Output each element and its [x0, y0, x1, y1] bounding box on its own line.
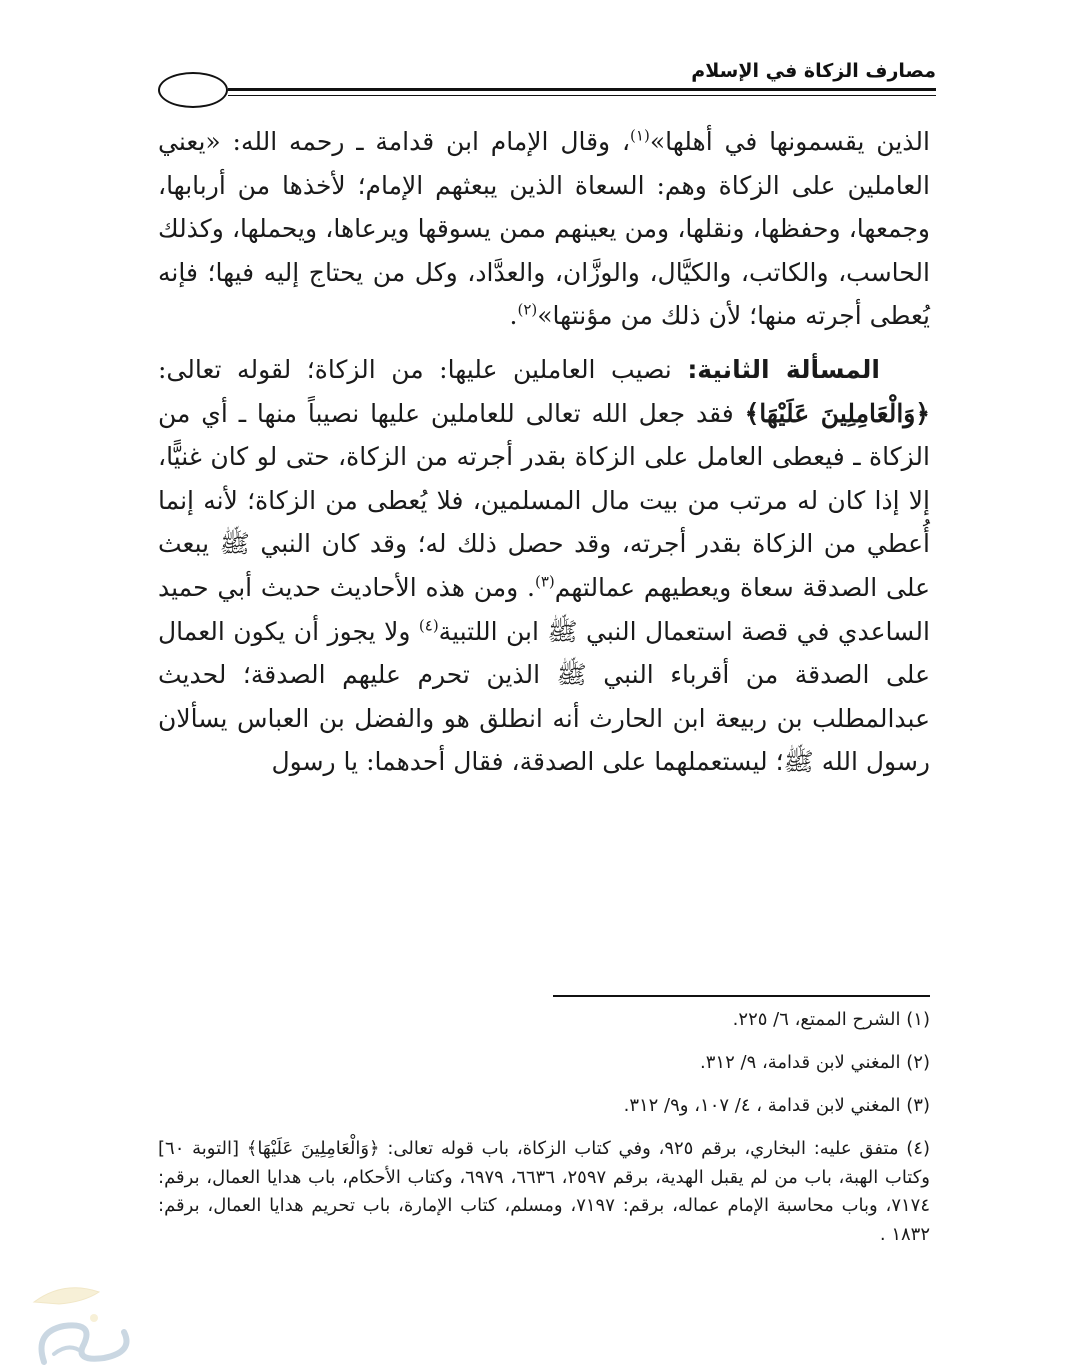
footnote-ref-4: (٤)	[418, 616, 439, 635]
watermark-logo-icon	[14, 1262, 164, 1370]
paragraph-1	[158, 120, 930, 338]
header-rule-thin	[228, 95, 936, 96]
p1-text-c: .	[509, 301, 518, 331]
quran-verse: ﴿وَالْعَامِلِينَ عَلَيْهَا﴾	[744, 398, 930, 428]
footnote-4: (٤) متفق عليه: البخاري، برقم ٩٢٥، وفي كتاب الزكاة، باب قوله تعالى: ﴿وَالْعَامِلِينَ عَلَيْهَا﴾ [التوبة ٦٠] وكتاب الهبة، باب من لم يقبل الهدية، برقم ٢٥٩٧، ٦٦٣٦، ٦٩٧٩، وكتاب الأحكام، باب هدايا العمال، برقم: ٧١٧٤، وباب محاسبة الإمام عماله، برقم: ٧١٩٧، ومسلم، كتاب الإمارة، باب تحريم هدايا العمال، برقم: ١٨٣٢ .	[158, 1138, 930, 1245]
paragraph-2	[158, 348, 930, 784]
page-number-oval	[158, 72, 228, 108]
footnote-2: (٢) المغني لابن قدامة، ٩/ ٣١٢.	[700, 1052, 930, 1073]
footnote-3: (٣) المغني لابن قدامة ، ٤/ ١٠٧، و٩/ ٣١٢.	[623, 1095, 930, 1116]
issue-title: المسألة الثانية:	[687, 354, 880, 384]
header-rule-thick	[228, 88, 936, 91]
footnote-1: (١) الشرح الممتع، ٦/ ٢٢٥.	[732, 1009, 930, 1030]
p2-text-a: نصيب العاملين عليها: من الزكاة؛ لقوله تعالى:	[158, 354, 688, 384]
p2-text-b: فقد جعل الله تعالى للعاملين عليها نصيباً منها ـ أي من الزكاة ـ فيعطى العامل على الزكاة بقدر أجرته من الزكاة، حتى لو كان غنيًّا، إلا إذا كان له مرتب من بيت مال المسلمين، فلا يُعطى من الزكاة؛ لأنه إنما أُعطي من الزكاة بقدر أجرته، وقد حصل ذلك له؛ وقد كان النبي ﷺ يبعث على الصدقة سعاة ويعطيهم عمالتهم	[158, 398, 931, 602]
footnote-ref-1: (١)	[630, 126, 650, 145]
footnote-ref-2: (٢)	[517, 301, 538, 320]
p2-text-d: ولا يجوز أن يكون العمال على الصدقة من أقرباء النبي ﷺ الذين تحرم عليهم الصدقة؛ لحديث عبدالمطلب بن ربيعة ابن الحارث أنه انطلق هو والفضل بن العباس يسألان رسول الله ﷺ؛ ليستعملهما على الصدقة، فقال أحدهما: يا رسول	[158, 616, 930, 777]
running-header	[158, 58, 936, 112]
footnotes	[158, 1006, 930, 1264]
footnote-separator	[553, 995, 930, 997]
p2-text-c: . ومن هذه الأحاديث حديث أبي حميد الساعدي في قصة استعمال النبي ﷺ ابن اللتبية	[158, 572, 930, 646]
main-text	[158, 120, 930, 784]
p1-text-a: الذين يقسمونها في أهلها»	[649, 127, 930, 156]
book-title: مصارف الزكاة في الإسلام	[691, 60, 936, 82]
footnote-ref-3: (٣)	[534, 572, 555, 591]
p1-text-b: ، وقال الإمام ابن قدامة ـ رحمه الله: «يعني العاملين على الزكاة وهم: السعاة الذين يبعثهم الإمام؛ لأخذها من أربابها، وجمعها، وحفظها، ونقلها، ومن يعينهم ممن يسوقها ويرعاها، ويحملها، وكذلك الحاسب، والكاتب، والكيَّال، والوزَّان، والعدَّاد، وكل من يحتاج إليه فيها؛ فإنه يُعطى أجرته منها؛ لأن ذلك من مؤنتها»	[158, 127, 930, 331]
